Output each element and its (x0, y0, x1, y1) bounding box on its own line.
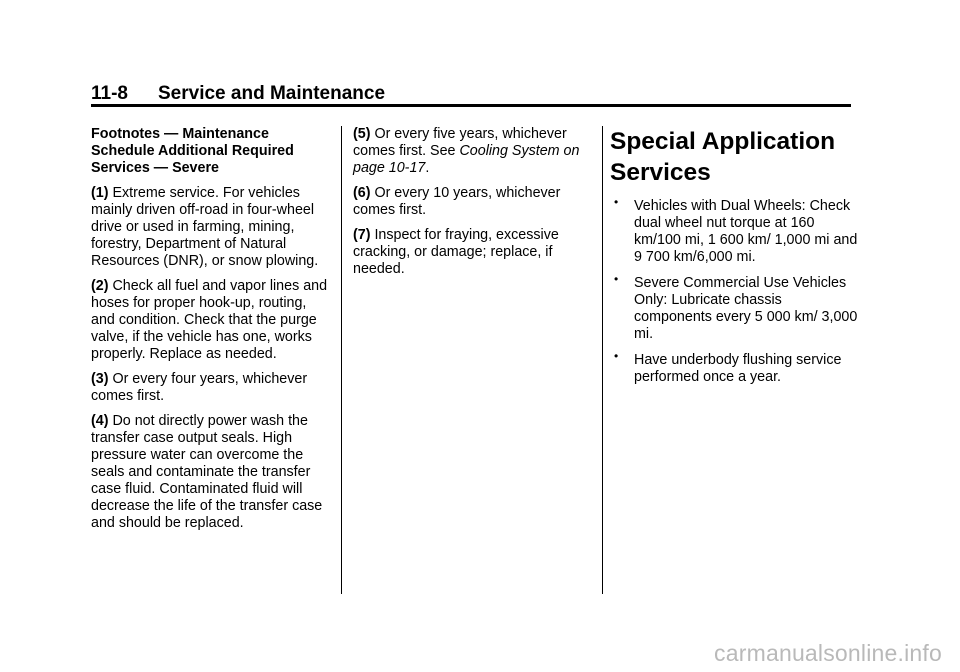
list-item-text: Severe Commercial Use Vehicles Only: Lubricate chassis components every 5 000 km/ 3,000 mi. (634, 275, 858, 342)
footnote-number: (7) (353, 227, 371, 243)
column-divider (602, 126, 603, 594)
page-header (91, 83, 851, 107)
bullet-icon: • (614, 195, 619, 209)
special-services-title: Special Application Services (610, 128, 836, 186)
footnote-6 (353, 185, 593, 219)
bullet-list (613, 195, 863, 386)
section-title: Service and Maintenance (158, 83, 386, 104)
footnote-number: (5) (353, 126, 371, 142)
list-item (613, 272, 863, 343)
bullet-icon: • (614, 349, 619, 363)
footnote-text: Or every 10 years, whichever comes first. (353, 185, 561, 218)
footnotes-heading: Footnotes — Maintenance Schedule Additional Required Services — Severe (91, 126, 294, 176)
footnote-4 (91, 413, 331, 532)
footnote-text: Check all fuel and vapor lines and hoses for proper hook-up, routing, and condition. Check that the purge valve, if the vehicle has one, works properly. Replace as needed. (91, 278, 328, 362)
footnote-text: Or every four years, whichever comes first. (91, 371, 308, 404)
footnote-text: Or every five years, whichever comes first. See (353, 126, 567, 159)
footnote-3 (91, 371, 331, 405)
footnote-text-end: . (425, 160, 430, 176)
footnote-number: (6) (353, 185, 371, 201)
list-item (613, 195, 863, 266)
column-divider (341, 126, 342, 594)
footnote-2 (91, 278, 331, 363)
footnote-7 (353, 227, 593, 278)
page-number: 11-8 (91, 83, 128, 104)
column-2 (353, 126, 593, 286)
list-item (613, 349, 863, 386)
column-1 (91, 126, 331, 540)
footnote-number: (2) (91, 278, 109, 294)
cross-reference-link[interactable]: Cooling System on page 10-17 (353, 143, 580, 176)
footnote-1 (91, 185, 331, 270)
footnote-text: Extreme service. For vehicles mainly driven off-road in four-wheel drive or used in farming, mining, forestry, Department of Natural Resources (DNR), or snow plowing. (91, 185, 319, 269)
bullet-icon: • (614, 272, 619, 286)
footnote-text: Do not directly power wash the transfer case output seals. High pressure water can overcome the seals and contaminate the transfer case fluid. Contaminated fluid will decrease the life of the transfer case and should be replaced. (91, 413, 323, 531)
footnote-number: (3) (91, 371, 109, 387)
list-item-text: Have underbody flushing service performed once a year. (634, 352, 842, 385)
watermark: carmanualsonline.info (714, 640, 942, 666)
footnote-text: Inspect for fraying, excessive cracking, or damage; replace, if needed. (353, 227, 559, 277)
footnote-5 (353, 126, 593, 177)
column-3 (610, 126, 863, 395)
footnote-number: (4) (91, 413, 109, 429)
list-item-text: Vehicles with Dual Wheels: Check dual wheel nut torque at 160 km/100 mi, 1 600 km/ 1,000 mi and 9 700 km/6,000 mi. (634, 198, 858, 265)
footnote-number: (1) (91, 185, 109, 201)
